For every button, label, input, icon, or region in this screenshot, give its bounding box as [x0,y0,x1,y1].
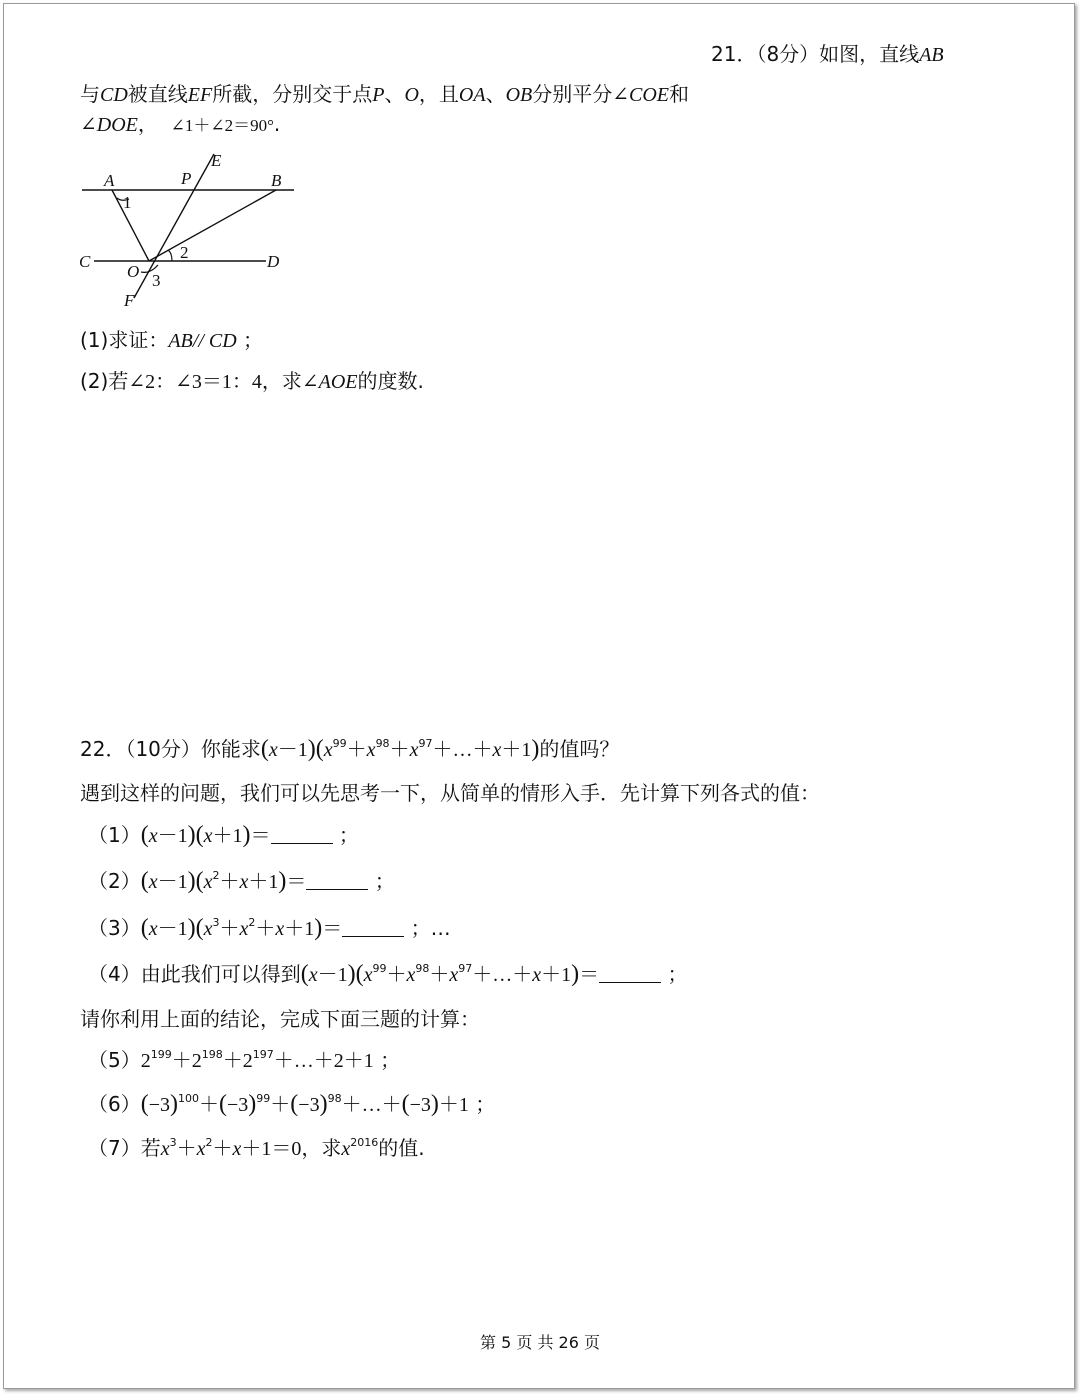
item-text: 由此我们可以得到 [140,962,301,986]
q22-item-4: （4）由此我们可以得到$(x-1)(x^{99}+x^{98}+x^{97}+\dots+x+1)=$ ； [88,961,688,987]
q22-item-7 [88,1134,425,1163]
var-x: x [148,825,158,847]
label-c: C [79,252,91,271]
q22-item-3: $(3)(x-1)(x^3+x^2+x+1)=$ ；… [88,915,451,941]
op: － [157,871,178,893]
op: － [317,964,338,986]
q22-intro2: 请你利用上面的结论，完成下面三题的计算： [80,1007,480,1031]
var-x: x [203,871,213,893]
q22-intro: 遇到这样的问题，我们可以先思考一下，从简单的情形入手．先计算下列各式的值： [80,781,820,805]
var-x: x [148,918,158,940]
op: ＝ [579,964,600,986]
op: ＋ [472,964,493,986]
q21-angle-coe: ∠COE [612,84,670,106]
q22-header-label: 22．（10分）你能求 [80,737,261,761]
exp: 3 [212,916,220,929]
item-end: 的值. [378,1136,425,1160]
answer-blank [306,869,368,890]
exp: 98 [415,962,430,975]
q21-part1 [80,326,263,355]
op: ＋ [541,964,562,986]
q21-header [711,40,944,69]
exp: 98 [375,737,390,750]
label-e: E [211,151,222,170]
op: ＋ [343,1050,364,1072]
q21-text: 的度数. [357,369,424,393]
item-label: （4） [88,962,141,986]
q21-part2-ratio: ∠2：∠3＝1：4 [128,371,262,393]
op: ＋ [248,871,269,893]
ellipsis: … [492,964,513,986]
num: −3 [298,1094,320,1116]
q21-part1-label: (1)求证： [80,328,169,352]
q21-text: ，求 [261,369,302,393]
q21-oa: OA [458,84,486,106]
q22-item-6: $(6)(-3)^{100}+(-3)^{99}+(-3)^{98}+\dots+(-3)+1$ ； [88,1091,496,1117]
label-b: B [271,171,282,190]
exp: 2 [248,916,256,929]
q21-geometry-figure [74,148,304,314]
label-p: P [181,169,192,188]
var-x: x [366,739,376,761]
q21-text: 分别平分 [532,82,613,106]
num: −3 [148,1094,171,1116]
label-f: F [124,291,135,310]
exp: 97 [458,962,473,975]
q21-header-ab: AB [919,44,944,66]
op: ＝ [322,918,343,940]
q21-point-o: O [404,84,419,106]
op: ＋ [199,1094,220,1116]
exp: 197 [252,1048,274,1061]
op: ＋ [222,1050,243,1072]
q21-header-text: 21．（8分）如图，直线 [711,42,920,66]
op: ＋ [255,918,276,940]
var-x: x [148,871,158,893]
item-end: ；… [410,916,451,940]
num: 1 [177,918,188,940]
op: ＋ [512,964,533,986]
var-x: x [239,871,249,893]
label-d: D [267,252,280,271]
exp: 99 [372,962,387,975]
q21-text: 与 [80,82,100,106]
exp: 199 [150,1048,172,1061]
exp: 2016 [350,1136,379,1149]
op: ＋ [219,871,240,893]
num: 0 [291,1138,302,1160]
item-label: （3） [88,916,141,940]
label-o: O [127,262,140,281]
q22-item-1: （1）(x－1)(x＋1)＝ ； [88,822,359,848]
exp: 2 [212,869,220,882]
var-x: x [409,739,419,761]
var-x: x [203,825,213,847]
item-end: ； [475,1092,496,1116]
op: ＋ [273,1050,294,1072]
ellipsis: … [452,739,473,761]
num: −3 [227,1094,249,1116]
op: ＋ [176,1138,197,1160]
op: ＋ [212,1138,233,1160]
line-ef [134,154,214,298]
var-x: x [308,964,318,986]
q21-text: 、 [384,82,405,106]
num: 1 [268,871,279,893]
q21-text: ， [137,112,158,136]
num: 2 [191,1050,202,1072]
var-x: x [232,1138,242,1160]
exp: 98 [327,1092,342,1105]
var-x: x [492,739,502,761]
op: ＋ [219,918,240,940]
q21-text: ； [243,328,264,352]
item-end: ； [374,869,395,893]
num: 1 [337,964,348,986]
num: 1 [363,1050,374,1072]
var-x: x [532,964,542,986]
num: 2 [333,1050,344,1072]
exp: 198 [201,1048,223,1061]
item-text: 若 [140,1136,161,1160]
num: 2 [242,1050,253,1072]
q21-text: . [273,112,281,136]
q21-ob: OB [505,84,533,106]
op: ＋ [472,739,493,761]
item-text: ，求 [301,1136,342,1160]
var-x: x [406,964,416,986]
var-x: x [363,964,373,986]
op: ＋ [346,739,367,761]
num: 1 [232,825,243,847]
q21-line1 [80,80,689,109]
num: 2 [140,1050,151,1072]
op: ＋ [171,1050,192,1072]
item-label: （5） [88,1048,141,1072]
angle-2-arc [168,250,172,261]
op: ＋ [341,1094,362,1116]
var-x: x [275,918,285,940]
q22-header: 22．（10分）你能求$(x-1)(x^{99}+x^{98}+x^{97}+\dots+x+1)$的值吗？ [80,736,620,762]
q21-text: 、 [485,82,506,106]
op: ＋ [313,1050,334,1072]
num: 1 [261,1138,272,1160]
item-label: （2） [88,869,141,893]
q21-part2 [80,367,424,396]
exp: 99 [256,1092,271,1105]
item-label: （7） [88,1136,141,1160]
answer-blank [342,916,404,937]
q22-header-tail: 的值吗？ [539,737,620,761]
op: ＋ [212,825,233,847]
q21-angle-sum: ∠1＋∠2＝90° [170,116,274,135]
q21-angle-doe: ∠DOE [80,114,138,136]
exp: 99 [332,737,347,750]
var-x: x [239,918,249,940]
num: 1 [177,825,188,847]
var-x: x [323,739,333,761]
q21-text: 被直线 [127,82,188,106]
q21-ef: EF [187,84,213,106]
op: － [157,825,178,847]
var-x: x [196,1138,206,1160]
op: ＝ [271,1138,292,1160]
label-a: A [104,171,115,190]
num: −3 [409,1094,431,1116]
exp: 97 [418,737,433,750]
num: 1 [297,739,308,761]
num: 1 [561,964,572,986]
var-x: x [160,1138,170,1160]
q21-angle-aoe: ∠AOE [301,371,358,393]
q21-text: 所截，分别交于点 [212,82,373,106]
q21-part1-expr: AB// CD [168,330,237,352]
q21-text: ，且 [418,82,459,106]
op: － [277,739,298,761]
num: 1 [304,918,315,940]
exp: 100 [178,1092,200,1105]
q21-line2 [80,110,280,140]
op: ＋ [429,964,450,986]
op: ＋ [501,739,522,761]
op: ＋ [432,739,453,761]
var-x: x [268,739,278,761]
q22-item-5 [88,1046,400,1075]
q21-cd: CD [100,84,128,106]
ellipsis: … [293,1050,314,1072]
label-angle-1: 1 [123,193,132,212]
answer-blank [599,962,661,983]
op: ＝ [250,825,271,847]
q22-item-2: $(2)(x-1)(x^2+x+1)=$ ； [88,868,395,894]
var-x: x [203,918,213,940]
op: ＝ [286,871,307,893]
page-footer: 第 5 页 共 26 页 [480,1333,600,1352]
op: ＋ [389,739,410,761]
var-x: x [341,1138,351,1160]
q21-point-p: P [372,84,385,106]
num: 1 [521,739,532,761]
label-angle-2: 2 [180,243,189,262]
op: ＋ [284,918,305,940]
op: ＋ [386,964,407,986]
num: 1 [458,1094,469,1116]
answer-blank [271,823,333,844]
item-label: （6） [88,1092,141,1116]
num: 1 [177,871,188,893]
q21-part2-label: (2)若 [80,369,129,393]
q21-text: 和 [669,82,690,106]
op: － [157,918,178,940]
op: ＋ [381,1094,402,1116]
item-end: ； [338,823,359,847]
exp: 3 [169,1136,177,1149]
op: ＋ [438,1094,459,1116]
op: ＋ [241,1138,262,1160]
item-label: （1） [88,823,141,847]
exp: 2 [205,1136,213,1149]
label-angle-3: 3 [152,271,161,290]
ellipsis: … [361,1094,382,1116]
op: ＋ [270,1094,291,1116]
item-end: ； [380,1048,401,1072]
var-x: x [449,964,459,986]
item-end: ； [667,962,688,986]
